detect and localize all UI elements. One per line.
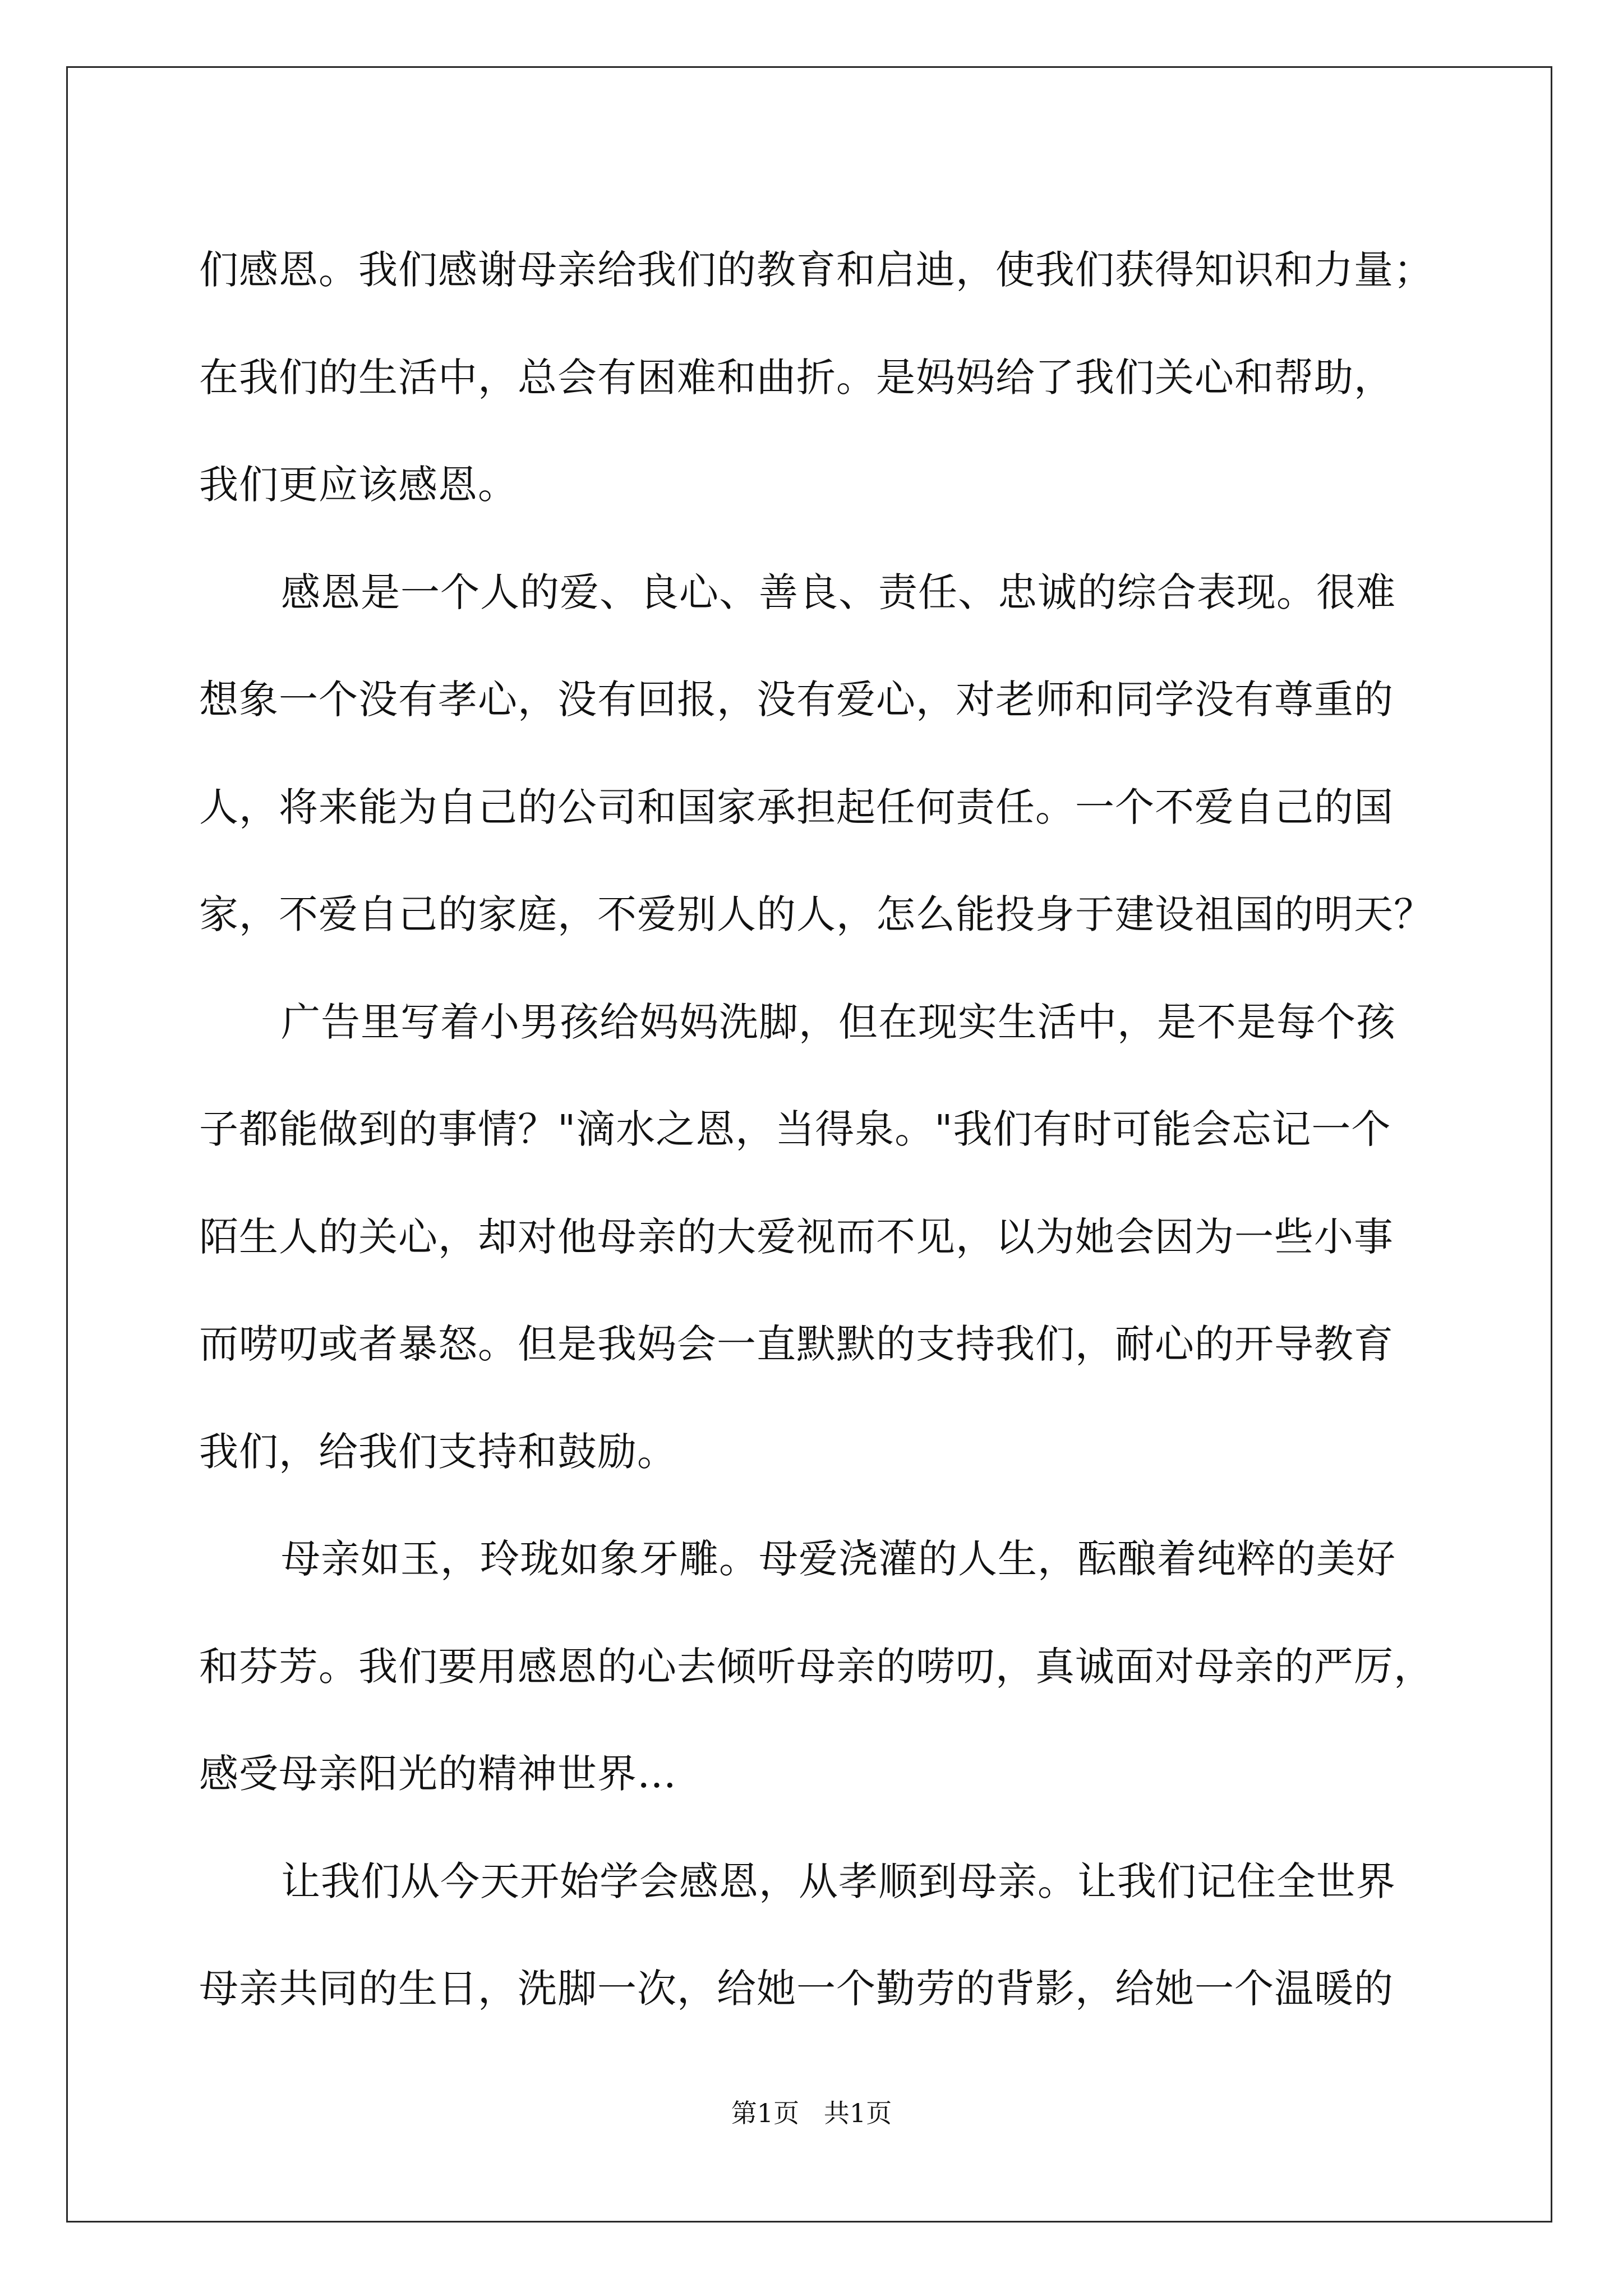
text-line-4: 感恩是一个人的爱、良心、善良、责任、忠诚的综合表现。很难: [281, 569, 1396, 615]
document-body: [199, 217, 1433, 2043]
text-line-3: 我们更应该感恩。: [199, 462, 518, 508]
text-line-6: 人，将来能为自己的公司和国家承担起任何责任。一个不爱自己的国: [199, 784, 1394, 830]
text-line-16: 让我们从今天开始学会感恩，从孝顺到母亲。让我们记住全世界: [281, 1858, 1396, 1904]
text-line-1: 们感恩。我们感谢母亲给我们的教育和启迪，使我们获得知识和力量；: [199, 247, 1433, 293]
text-line-14: 和芬芳。我们要用感恩的心去倾听母亲的唠叨，真诚面对母亲的严厉，: [199, 1643, 1433, 1690]
text-line-15: 感受母亲阳光的精神世界…: [199, 1751, 677, 1797]
text-line-13: 母亲如玉，玲珑如象牙雕。母爱浇灌的人生，酝酿着纯粹的美好: [281, 1536, 1396, 1582]
page-number-footer: 第1页 共1页: [731, 2098, 892, 2128]
text-line-5: 想象一个没有孝心，没有回报，没有爱心，对老师和同学没有尊重的: [199, 677, 1394, 723]
text-line-9: 子都能做到的事情？"滴水之恩，当得泉。"我们有时可能会忘记一个: [199, 1106, 1391, 1152]
text-line-12: 我们，给我们支持和鼓励。: [199, 1428, 677, 1475]
text-line-2: 在我们的生活中，总会有困难和曲折。是妈妈给了我们关心和帮助，: [199, 354, 1394, 401]
text-line-10: 陌生人的关心，却对他母亲的大爱视而不见，以为她会因为一些小事: [199, 1213, 1394, 1260]
text-line-7: 家，不爱自己的家庭，不爱别人的人，怎么能投身于建设祖国的明天？: [199, 891, 1433, 937]
text-line-17: 母亲共同的生日，洗脚一次，给她一个勤劳的背影，给她一个温暖的: [199, 1966, 1394, 2012]
text-line-11: 而唠叨或者暴怒。但是我妈会一直默默的支持我们，耐心的开导教育: [199, 1321, 1394, 1367]
text-line-8: 广告里写着小男孩给妈妈洗脚，但在现实生活中，是不是每个孩: [281, 999, 1396, 1045]
